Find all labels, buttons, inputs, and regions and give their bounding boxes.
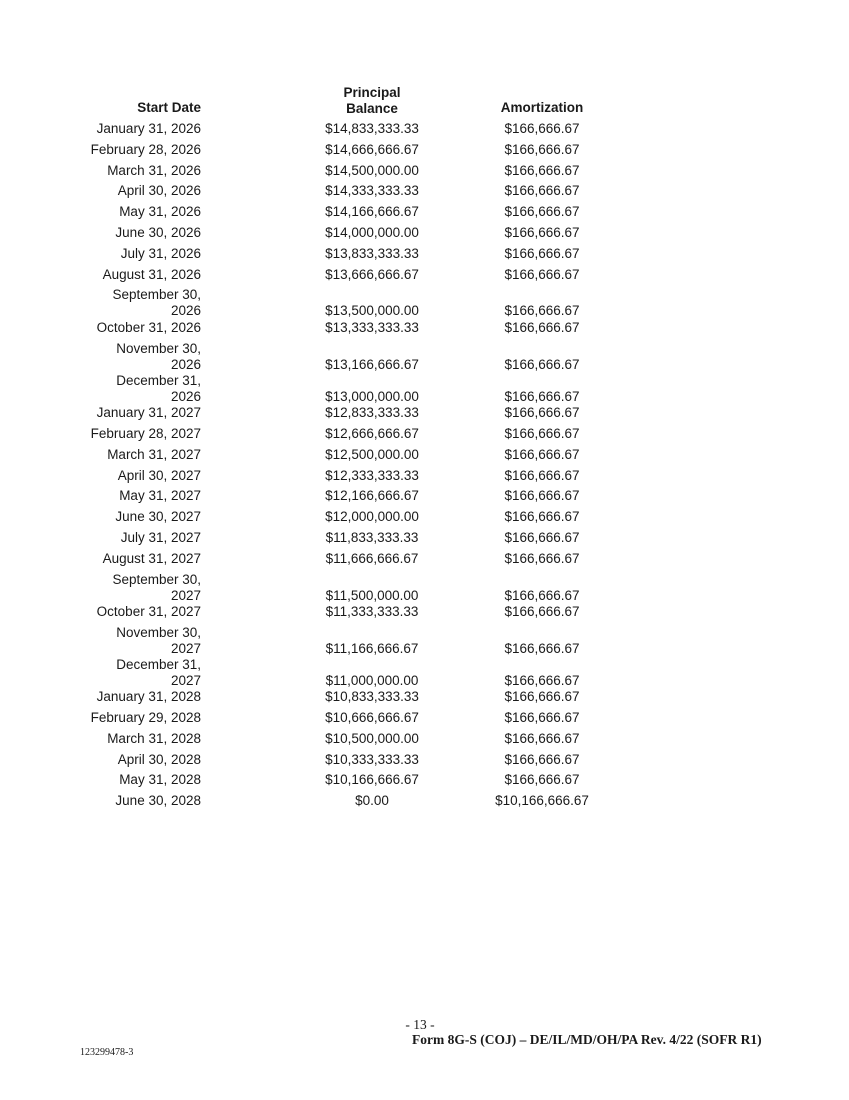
row-start-date: January 31, 2028 xyxy=(96,689,201,705)
row-start-date: August 31, 2026 xyxy=(102,266,201,282)
row-principal-balance: $11,000,000.00 xyxy=(325,672,419,688)
row-start-date: April 30, 2027 xyxy=(117,467,201,483)
row-principal-balance: $11,666,666.67 xyxy=(325,550,419,566)
row-principal-balance: $12,166,666.67 xyxy=(325,488,419,504)
row-principal-balance: $10,833,333.33 xyxy=(325,689,419,705)
row-amortization: $166,666.67 xyxy=(504,467,580,483)
row-principal-balance: $12,000,000.00 xyxy=(325,509,419,525)
row-amortization: $166,666.67 xyxy=(504,672,580,688)
row-start-date: September 30, 2027 xyxy=(112,571,201,603)
row-principal-balance: $14,500,000.00 xyxy=(325,162,419,178)
row-amortization: $166,666.67 xyxy=(504,319,580,335)
row-start-date: January 31, 2026 xyxy=(96,121,201,136)
row-start-date: March 31, 2026 xyxy=(107,162,201,178)
row-start-date: August 31, 2027 xyxy=(102,550,201,566)
header-amortization: Amortization xyxy=(500,100,584,115)
row-amortization: $166,666.67 xyxy=(504,225,580,240)
row-amortization: $166,666.67 xyxy=(504,751,580,767)
row-amortization: $166,666.67 xyxy=(504,121,580,136)
row-amortization: $166,666.67 xyxy=(504,425,580,441)
row-start-date: March 31, 2028 xyxy=(107,730,201,746)
row-start-date: April 30, 2026 xyxy=(117,183,201,199)
row-principal-balance: $10,500,000.00 xyxy=(325,730,419,746)
row-amortization: $166,666.67 xyxy=(504,388,580,404)
row-principal-balance: $10,166,666.67 xyxy=(325,772,419,788)
row-start-date: February 28, 2026 xyxy=(90,141,201,157)
row-principal-balance: $11,833,333.33 xyxy=(325,529,419,545)
row-start-date: November 30, 2027 xyxy=(116,624,201,656)
row-start-date: June 30, 2027 xyxy=(115,509,201,525)
row-amortization: $166,666.67 xyxy=(504,710,580,725)
row-amortization: $166,666.67 xyxy=(504,245,580,261)
row-amortization: $166,666.67 xyxy=(504,405,580,421)
row-principal-balance: $14,166,666.67 xyxy=(325,204,419,220)
row-amortization: $166,666.67 xyxy=(504,356,580,372)
row-amortization: $166,666.67 xyxy=(504,446,580,462)
row-principal-balance: $14,333,333.33 xyxy=(325,183,419,199)
row-start-date: December 31, 2026 xyxy=(116,372,201,404)
row-principal-balance: $13,833,333.33 xyxy=(325,245,419,261)
row-start-date: May 31, 2027 xyxy=(119,488,201,504)
row-principal-balance: $12,333,333.33 xyxy=(325,467,419,483)
row-amortization: $166,666.67 xyxy=(504,730,580,746)
row-amortization: $166,666.67 xyxy=(504,488,580,504)
row-principal-balance: $14,000,000.00 xyxy=(325,225,419,240)
row-amortization: $166,666.67 xyxy=(504,550,580,566)
row-principal-balance: $11,500,000.00 xyxy=(325,587,419,603)
row-principal-balance: $13,333,333.33 xyxy=(325,319,419,335)
row-amortization: $166,666.67 xyxy=(504,772,580,788)
row-principal-balance: $0.00 xyxy=(355,793,389,809)
row-principal-balance: $11,333,333.33 xyxy=(325,603,419,619)
row-start-date: May 31, 2028 xyxy=(119,772,201,788)
row-amortization: $166,666.67 xyxy=(504,204,580,220)
row-principal-balance: $12,500,000.00 xyxy=(325,446,419,462)
row-start-date: July 31, 2027 xyxy=(120,529,201,545)
header-principal-balance: Principal Balance xyxy=(343,85,401,116)
row-principal-balance: $11,166,666.67 xyxy=(325,640,419,656)
row-principal-balance: $14,666,666.67 xyxy=(325,141,419,157)
row-start-date: June 30, 2028 xyxy=(115,793,201,809)
row-amortization: $166,666.67 xyxy=(504,587,580,603)
row-start-date: September 30, 2026 xyxy=(112,287,201,319)
form-identifier: Form 8G-S (COJ) – DE/IL/MD/OH/PA Rev. 4/22 (SOFR R1) xyxy=(412,1032,762,1047)
row-amortization: $166,666.67 xyxy=(504,303,580,319)
row-start-date: October 31, 2027 xyxy=(96,603,201,619)
row-principal-balance: $12,833,333.33 xyxy=(325,405,419,421)
row-principal-balance: $14,833,333.33 xyxy=(325,121,419,136)
row-principal-balance: $13,500,000.00 xyxy=(325,303,419,319)
row-amortization: $166,666.67 xyxy=(504,529,580,545)
row-amortization: $166,666.67 xyxy=(504,603,580,619)
row-amortization: $166,666.67 xyxy=(504,509,580,525)
row-start-date: February 28, 2027 xyxy=(90,425,201,441)
row-start-date: February 29, 2028 xyxy=(90,710,201,725)
row-principal-balance: $12,666,666.67 xyxy=(325,425,419,441)
row-start-date: October 31, 2026 xyxy=(96,319,201,335)
row-principal-balance: $13,666,666.67 xyxy=(325,266,419,282)
row-amortization: $166,666.67 xyxy=(504,266,580,282)
row-start-date: June 30, 2026 xyxy=(115,225,201,240)
header-start-date: Start Date xyxy=(137,100,201,115)
row-amortization: $10,166,666.67 xyxy=(495,793,589,809)
document-number: 123299478-3 xyxy=(80,1047,134,1058)
row-principal-balance: $13,000,000.00 xyxy=(325,388,419,404)
row-start-date: January 31, 2027 xyxy=(96,405,201,421)
row-amortization: $166,666.67 xyxy=(504,640,580,656)
row-start-date: May 31, 2026 xyxy=(119,204,201,220)
row-start-date: April 30, 2028 xyxy=(117,751,201,767)
row-amortization: $166,666.67 xyxy=(504,162,580,178)
row-principal-balance: $13,166,666.67 xyxy=(325,356,419,372)
row-principal-balance: $10,333,333.33 xyxy=(325,751,419,767)
row-amortization: $166,666.67 xyxy=(504,183,580,199)
row-start-date: December 31, 2027 xyxy=(116,656,201,688)
row-start-date: July 31, 2026 xyxy=(120,245,201,261)
page-number: - 13 - xyxy=(405,1017,435,1032)
row-start-date: March 31, 2027 xyxy=(107,446,201,462)
row-amortization: $166,666.67 xyxy=(504,689,580,705)
row-principal-balance: $10,666,666.67 xyxy=(325,710,419,725)
row-start-date: November 30, 2026 xyxy=(116,340,201,372)
row-amortization: $166,666.67 xyxy=(504,141,580,157)
